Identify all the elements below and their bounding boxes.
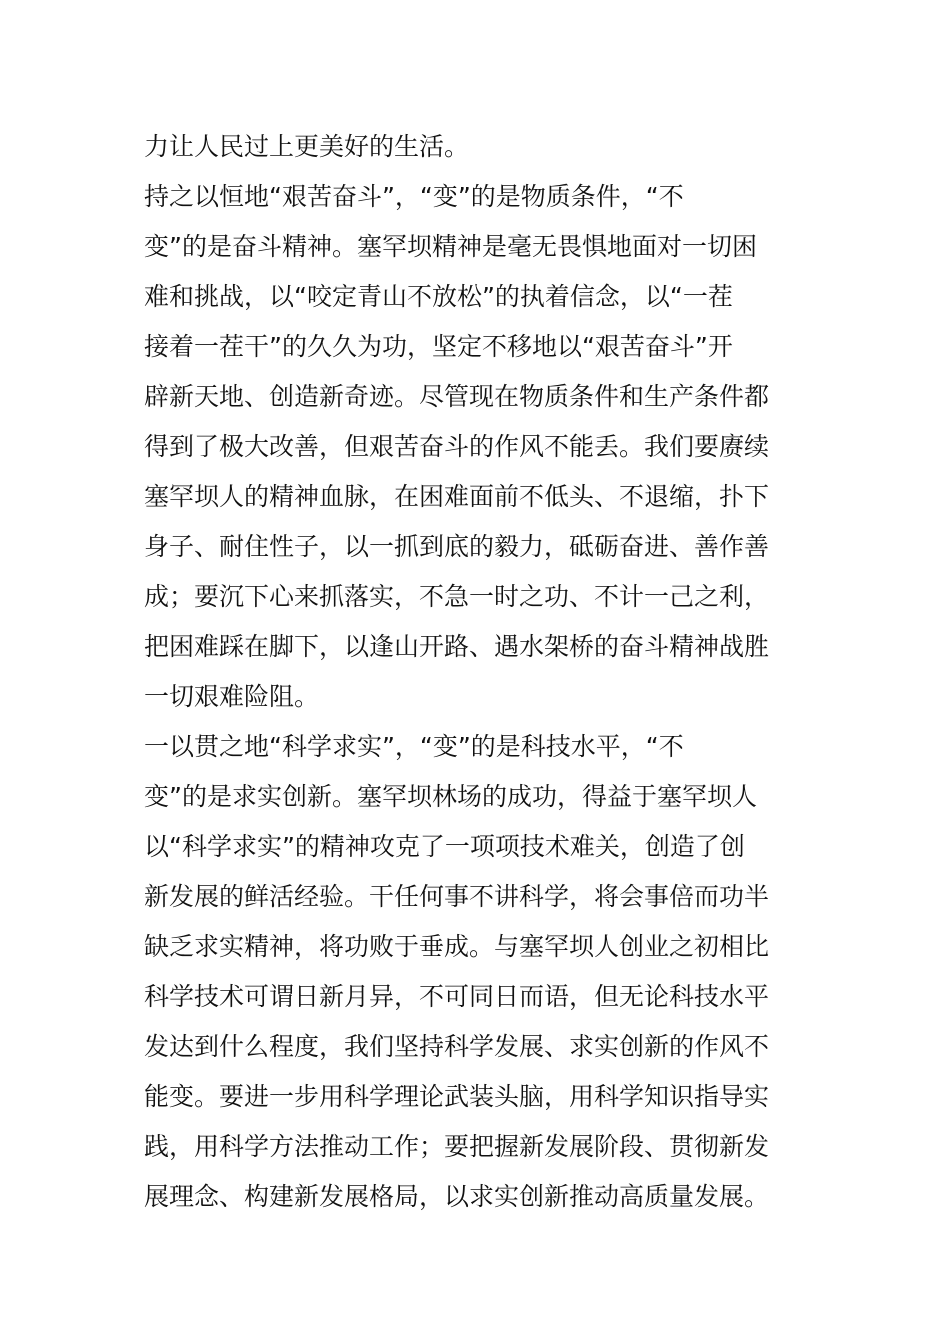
text-line: 缺乏求实精神，将功败于垂成。与塞罕坝人创业之初相比	[144, 932, 770, 961]
text-line: 接着一茬干”的久久为功，坚定不移地以“艰苦奋斗”开	[144, 332, 733, 361]
text-line: 力让人民过上更美好的生活。	[144, 132, 470, 161]
document-page	[144, 122, 812, 1222]
text-line: 变”的是奋斗精神。塞罕坝精神是毫无畏惧地面对一切困	[144, 232, 757, 261]
text-line: 辟新天地、创造新奇迹。尽管现在物质条件和生产条件都	[144, 382, 770, 411]
text-line: 持之以恒地“艰苦奋斗”，“变”的是物质条件，“不	[144, 182, 684, 211]
text-line: 变”的是求实创新。塞罕坝林场的成功，得益于塞罕坝人	[144, 782, 757, 811]
text-line: 把困难踩在脚下，以逢山开路、遇水架桥的奋斗精神战胜	[144, 632, 770, 661]
text-line: 能变。要进一步用科学理论武装头脑，用科学知识指导实	[144, 1082, 770, 1111]
text-line: 科学技术可谓日新月异，不可同日而语，但无论科技水平	[144, 982, 770, 1011]
text-line: 新发展的鲜活经验。干任何事不讲科学，将会事倍而功半	[144, 882, 770, 911]
text-line: 一以贯之地“科学求实”，“变”的是科技水平，“不	[144, 732, 684, 761]
text-line: 成；要沉下心来抓落实，不急一时之功、不计一己之利，	[144, 582, 770, 611]
text-line: 一切艰难险阻。	[144, 682, 320, 711]
text-line: 发达到什么程度，我们坚持科学发展、求实创新的作风不	[144, 1032, 770, 1061]
text-line: 身子、耐住性子，以一抓到底的毅力，砥砺奋进、善作善	[144, 532, 770, 561]
text-line: 塞罕坝人的精神血脉，在困难面前不低头、不退缩，扑下	[144, 482, 770, 511]
text-line: 得到了极大改善，但艰苦奋斗的作风不能丢。我们要赓续	[144, 432, 770, 461]
text-line: 以“科学求实”的精神攻克了一项项技术难关，创造了创	[144, 832, 745, 861]
text-line: 难和挑战，以“咬定青山不放松”的执着信念，以“一茬	[144, 282, 733, 311]
text-line: 展理念、构建新发展格局，以求实创新推动高质量发展。	[144, 1182, 770, 1211]
text-line: 践，用科学方法推动工作；要把握新发展阶段、贯彻新发	[144, 1132, 770, 1161]
